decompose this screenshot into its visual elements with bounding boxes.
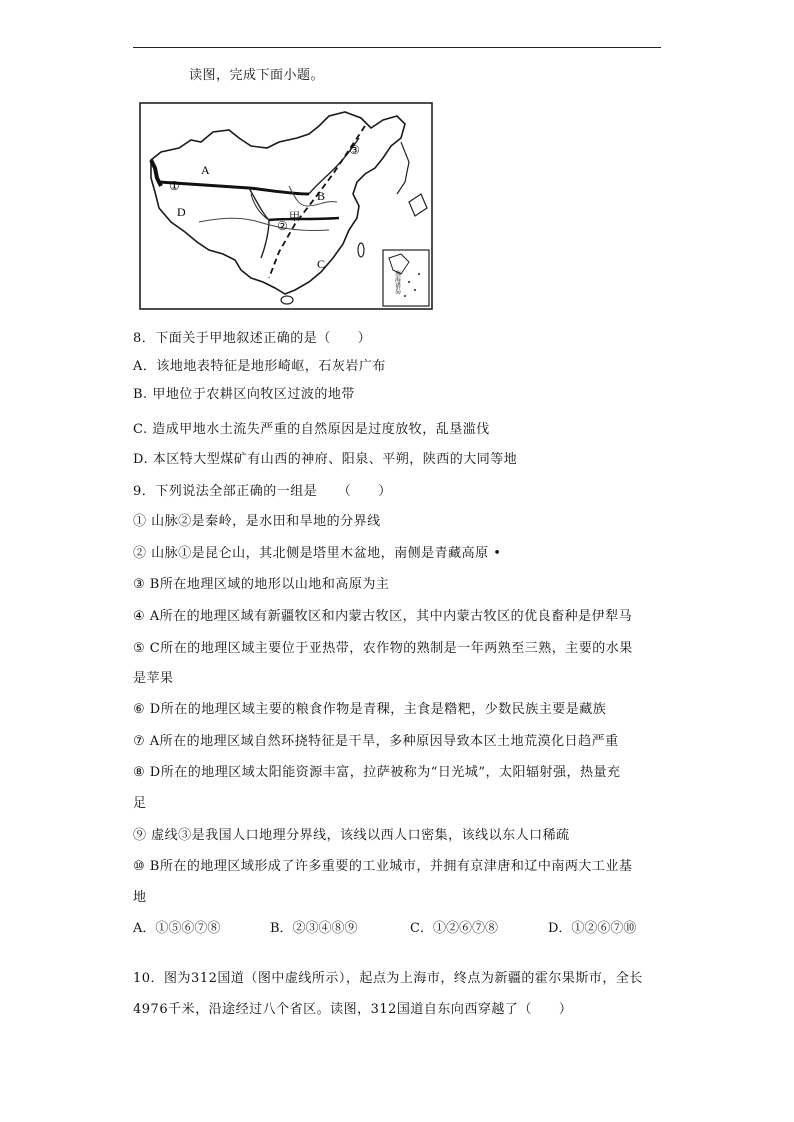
map-label-3: ③ (349, 143, 360, 157)
inset-island (418, 273, 420, 275)
q8-option-c: C. 造成甲地水土流失严重的自然原因是过度放牧，乱垦滥伐 (133, 422, 490, 437)
inset-island (408, 281, 410, 283)
china-map-figure (139, 102, 433, 310)
q9-item-10: ⑩ B所在的地理区域形成了许多重要的工业城市，并拥有京津唐和辽中南两大工业基 (133, 859, 633, 874)
q9-item-7: ⑦ A所在的地理区域自然环挠特征是干旱，多种原因导致本区土地荒漠化日趋严重 (133, 734, 619, 749)
map-label-B: B (317, 189, 326, 203)
q9-item-9: ⑨ 虚线③是我国人口地理分界线，该线以西人口密集，该线以东人口稀疏 (133, 828, 570, 843)
q9-choice-b: B．②③④⑧⑨ (270, 921, 358, 936)
inset-island (404, 295, 406, 297)
q8-option-d: D. 本区特大型煤矿有山西的神府、阳泉、平朔，陕西的大同等地 (133, 452, 518, 467)
intro-text: 读图，完成下面小题。 (189, 68, 325, 83)
inset-label: 南海诸岛 (393, 270, 401, 294)
q10-line-1: 10．图为312国道（图中虚线所示），起点为上海市，终点为新疆的霍尔果斯市，全长 (133, 971, 643, 986)
q8-option-b: B. 甲地位于农耕区向牧区过波的地带 (133, 387, 355, 402)
q9-choice-a: A．①⑤⑥⑦⑧ (133, 921, 221, 936)
q9-item-4: ④ A所在的地理区域有新疆牧区和内蒙古牧区，其中内蒙古牧区的优良畜种是伊犁马 (133, 609, 633, 624)
q9-item-10-cont: 地 (133, 890, 147, 905)
header-rule (133, 47, 661, 48)
q9-item-8-cont: 足 (133, 796, 147, 811)
q10-line-2: 4976千米，沿途经过八个省区。读图，312国道自东向西穿越了（ ） (133, 1002, 573, 1017)
q9-item-2: ② 山脉①是昆仑山，其北侧是塔里木盆地，南侧是青藏高原 • (133, 546, 502, 561)
map-label-A: A (201, 163, 210, 177)
map-label-jia: 甲 (289, 210, 300, 223)
q9-choice-d: D．①②⑥⑦⑩ (548, 921, 637, 936)
map-label-C: C (317, 257, 326, 271)
q9-item-5-cont: 是苹果 (133, 671, 174, 686)
q9-stem: 9．下列说法全部正确的一组是 （ ） (133, 484, 392, 499)
inset-island (414, 289, 416, 291)
map-label-2: ② (277, 219, 288, 233)
q8-option-a: A．该地地表特征是地形崎岖，石灰岩广布 (133, 359, 386, 374)
q9-item-1: ① 山脉②是秦岭，是水田和旱地的分界线 (133, 514, 381, 529)
q9-item-8: ⑧ D所在的地理区域太阳能资源丰富，拉萨被称为“日光城”，太阳辐射强，热量充 (133, 765, 621, 780)
map-label-D: D (177, 205, 186, 219)
q8-stem: 8．下面关于甲地叙述正确的是（ ） (133, 331, 372, 346)
map-label-1: ① (169, 179, 180, 193)
q9-item-6: ⑥ D所在的地理区域主要的粮食作物是青稞，主食是糌粑，少数民族主要是藏族 (133, 702, 607, 717)
q9-choice-c: C．①②⑥⑦⑧ (410, 921, 498, 936)
q9-item-5: ⑤ C所在的地理区域主要位于亚热带，农作物的熟制是一年两熟至三熟，主要的水果 (133, 641, 633, 656)
q9-item-3: ③ B所在地理区域的地形以山地和高原为主 (133, 577, 390, 592)
